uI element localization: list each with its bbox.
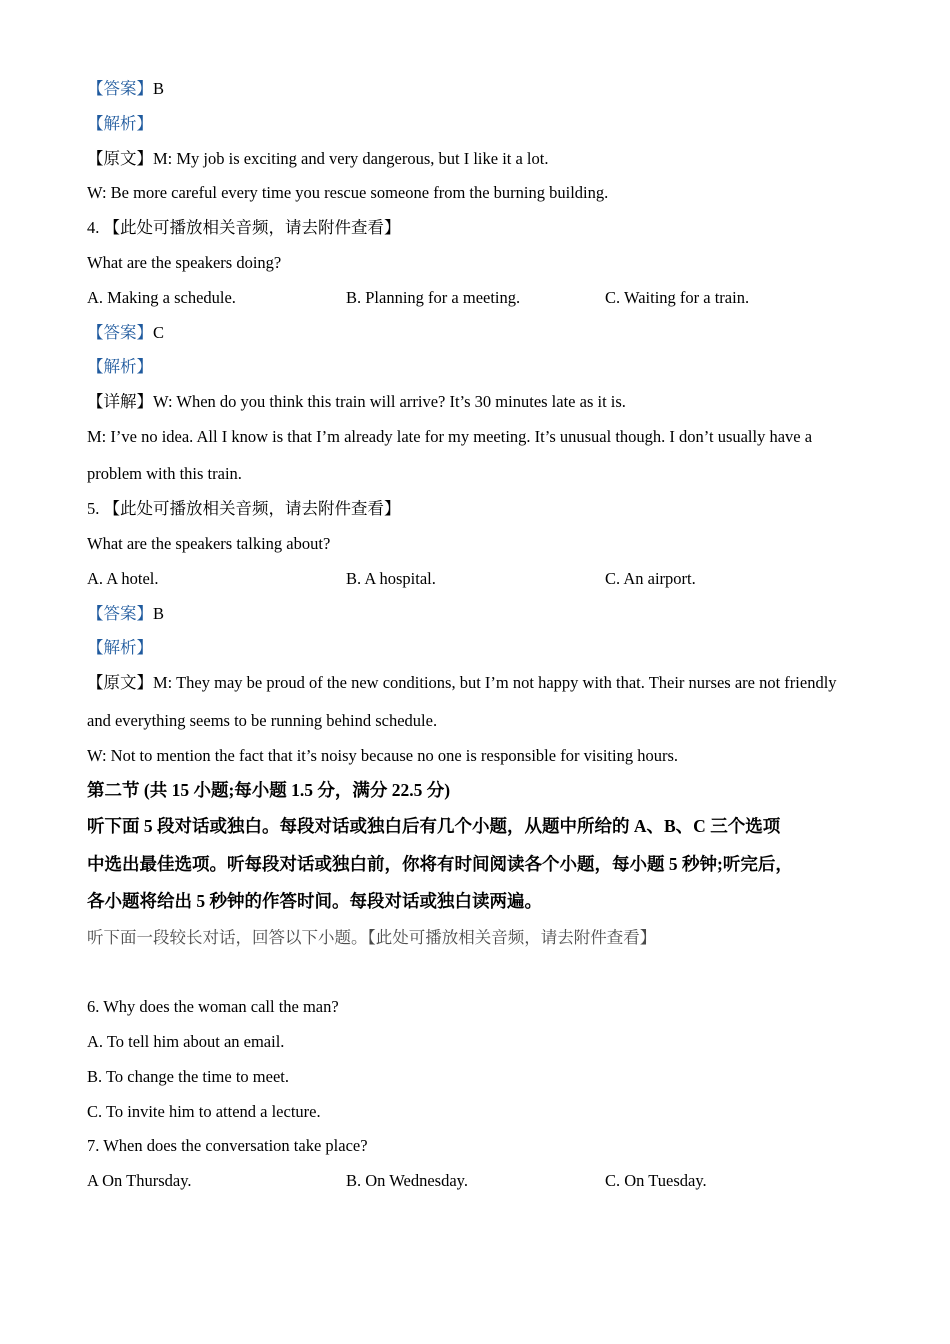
transcript-tag: 【原文】 bbox=[87, 148, 153, 168]
transcript-text: M: My job is exciting and very dangerous, but I like it a lot. bbox=[153, 148, 549, 168]
section-2-instruction-3: 各小题将给出 5 秒钟的作答时间。每段对话或独白读两遍。 bbox=[87, 891, 542, 912]
section-2-instruction-2: 中选出最佳选项。听每段对话或独白前，你将有时间阅读各个小题，每小题 5 秒钟;听完后， bbox=[87, 853, 793, 874]
q5-transcript-line-2: and everything seems to be running behind schedule. bbox=[87, 710, 438, 730]
q7-question: 7. When does the conversation take place? bbox=[87, 1136, 368, 1156]
listening-note: 听下面一段较长对话，回答以下小题。【此处可播放相关音频，请去附件查看】 bbox=[87, 927, 657, 947]
q4-detail-line-1 bbox=[87, 385, 857, 420]
section-2-heading: 第二节 (共 15 小题;每小题 1.5 分，满分 22.5 分) bbox=[87, 780, 451, 801]
analysis-tag: 【解析】 bbox=[87, 638, 153, 658]
q3-transcript-line-2: W: Be more careful every time you rescue someone from the burning building. bbox=[87, 183, 609, 203]
q7-option-c: C. On Tuesday. bbox=[605, 1171, 707, 1191]
q5-option-b: B. A hospital. bbox=[346, 568, 436, 588]
detail-text: W: When do you think this train will arrive? It’s 30 minutes late as it is. bbox=[153, 392, 626, 412]
q4-question: What are the speakers doing? bbox=[87, 252, 282, 272]
q5-option-c: C. An airport. bbox=[605, 568, 696, 588]
q7-option-a: A On Thursday. bbox=[87, 1171, 192, 1191]
q4-answer-line bbox=[87, 316, 857, 351]
answer-value: C bbox=[153, 322, 165, 342]
q5-question: What are the speakers talking about? bbox=[87, 534, 331, 554]
q4-number-line: 4. 【此处可播放相关音频，请去附件查看】 bbox=[87, 218, 401, 238]
q5-transcript-line-1 bbox=[87, 666, 857, 704]
q5-answer-line bbox=[87, 597, 857, 632]
q7-option-b: B. On Wednesday. bbox=[346, 1171, 468, 1191]
answer-tag: 【答案】 bbox=[87, 603, 153, 623]
section-2-instruction-1: 听下面 5 段对话或独白。每段对话或独白后有几个小题，从题中所给的 A、B、C 三个选项 bbox=[87, 816, 781, 837]
detail-tag: 【详解】 bbox=[87, 392, 153, 412]
q5-transcript-line-3: W: Not to mention the fact that it’s noisy because no one is responsible for visiting hours. bbox=[87, 745, 678, 765]
answer-value: B bbox=[153, 79, 165, 98]
q4-option-b: B. Planning for a meeting. bbox=[346, 287, 521, 307]
q4-option-a: A. Making a schedule. bbox=[87, 287, 236, 307]
document-page bbox=[87, 72, 857, 1199]
q3-analysis-line bbox=[87, 107, 857, 142]
answer-value: B bbox=[153, 603, 165, 623]
analysis-tag: 【解析】 bbox=[87, 357, 153, 377]
q4-detail-line-3: problem with this train. bbox=[87, 464, 242, 484]
q6-question: 6. Why does the woman call the man? bbox=[87, 997, 339, 1017]
q4-option-c: C. Waiting for a train. bbox=[605, 287, 750, 307]
q7-options bbox=[87, 1164, 857, 1199]
analysis-tag: 【解析】 bbox=[87, 113, 153, 133]
q6-option-c: C. To invite him to attend a lecture. bbox=[87, 1101, 321, 1121]
transcript-tag: 【原文】 bbox=[87, 673, 153, 693]
q3-answer-line bbox=[87, 72, 857, 107]
q3-transcript-line-1 bbox=[87, 142, 857, 177]
spacer bbox=[87, 955, 857, 990]
q6-option-b: B. To change the time to meet. bbox=[87, 1066, 289, 1086]
q4-options bbox=[87, 281, 857, 316]
q4-analysis-line bbox=[87, 350, 857, 385]
q5-number-line: 5. 【此处可播放相关音频，请去附件查看】 bbox=[87, 499, 401, 519]
transcript-text: M: They may be proud of the new conditions, but I’m not happy with that. Their nurses are not friendly bbox=[153, 673, 837, 693]
answer-tag: 【答案】 bbox=[87, 322, 153, 342]
q5-options bbox=[87, 562, 857, 597]
answer-tag: 【答案】 bbox=[87, 79, 153, 98]
q5-analysis-line bbox=[87, 631, 857, 666]
q6-option-a: A. To tell him about an email. bbox=[87, 1032, 285, 1052]
q4-detail-line-2: M: I’ve no idea. All I know is that I’m already late for my meeting. It’s unusual though. I don’t usually have a bbox=[87, 426, 813, 446]
q5-option-a: A. A hotel. bbox=[87, 568, 159, 588]
